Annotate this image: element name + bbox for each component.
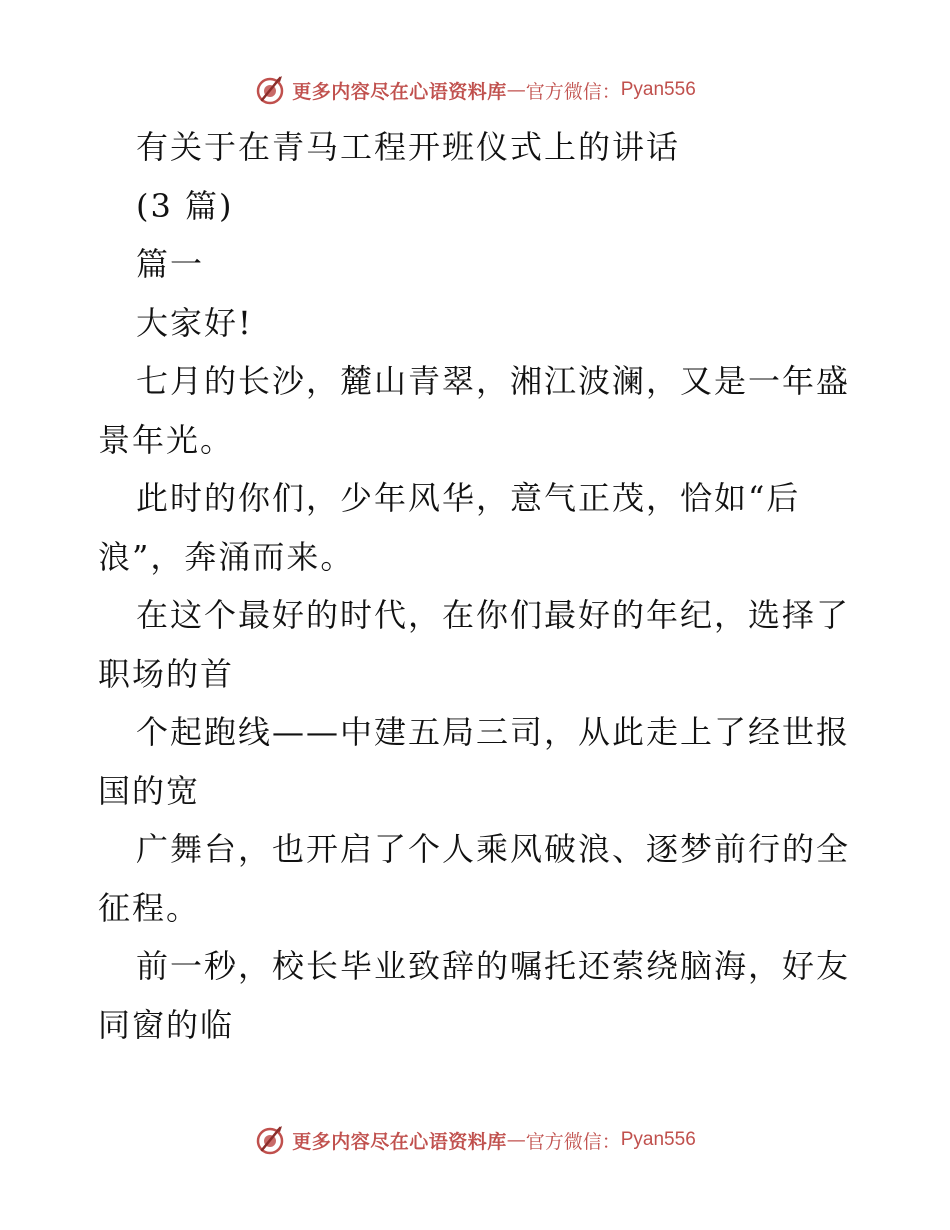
banner-wechat-id: Pyan556	[620, 79, 696, 100]
document-title-line2: (3 篇)	[136, 186, 234, 225]
footer-banner	[0, 1120, 950, 1160]
document-body	[98, 118, 858, 1054]
paragraph: 此时的你们，少年风华，意气正茂，恰如“后浪”，奔涌而来。	[98, 479, 801, 576]
banner-official: 官方微信：	[525, 1130, 621, 1153]
banner-text: 更多内容尽在心语资料库	[292, 1130, 507, 1153]
banner-dash: —	[506, 1129, 526, 1151]
paragraph: 大家好!	[136, 303, 253, 342]
banner-wechat-id: Pyan556	[620, 1129, 696, 1150]
header-banner	[0, 70, 950, 110]
document-title-line1: 有关于在青马工程开班仪式上的讲话	[136, 128, 681, 166]
banner-text: 更多内容尽在心语资料库	[292, 80, 507, 103]
paragraph: 前一秒，校长毕业致辞的嘱托还萦绕脑海，好友同窗的临	[98, 947, 851, 1044]
section-heading: 篇一	[136, 245, 205, 283]
quill-seal-icon	[254, 1124, 286, 1156]
quill-seal-icon	[254, 74, 286, 106]
paragraph: 广舞台，也开启了个人乘风破浪、逐梦前行的全征程。	[98, 830, 851, 927]
paragraph: 七月的长沙，麓山青翠，湘江波澜，又是一年盛景年光。	[98, 362, 851, 459]
banner-dash: —	[506, 79, 526, 101]
paragraph: 个起跑线——中建五局三司，从此走上了经世报国的宽	[98, 713, 851, 810]
banner-official: 官方微信：	[525, 80, 621, 103]
paragraph: 在这个最好的时代，在你们最好的年纪，选择了职场的首	[98, 596, 851, 693]
